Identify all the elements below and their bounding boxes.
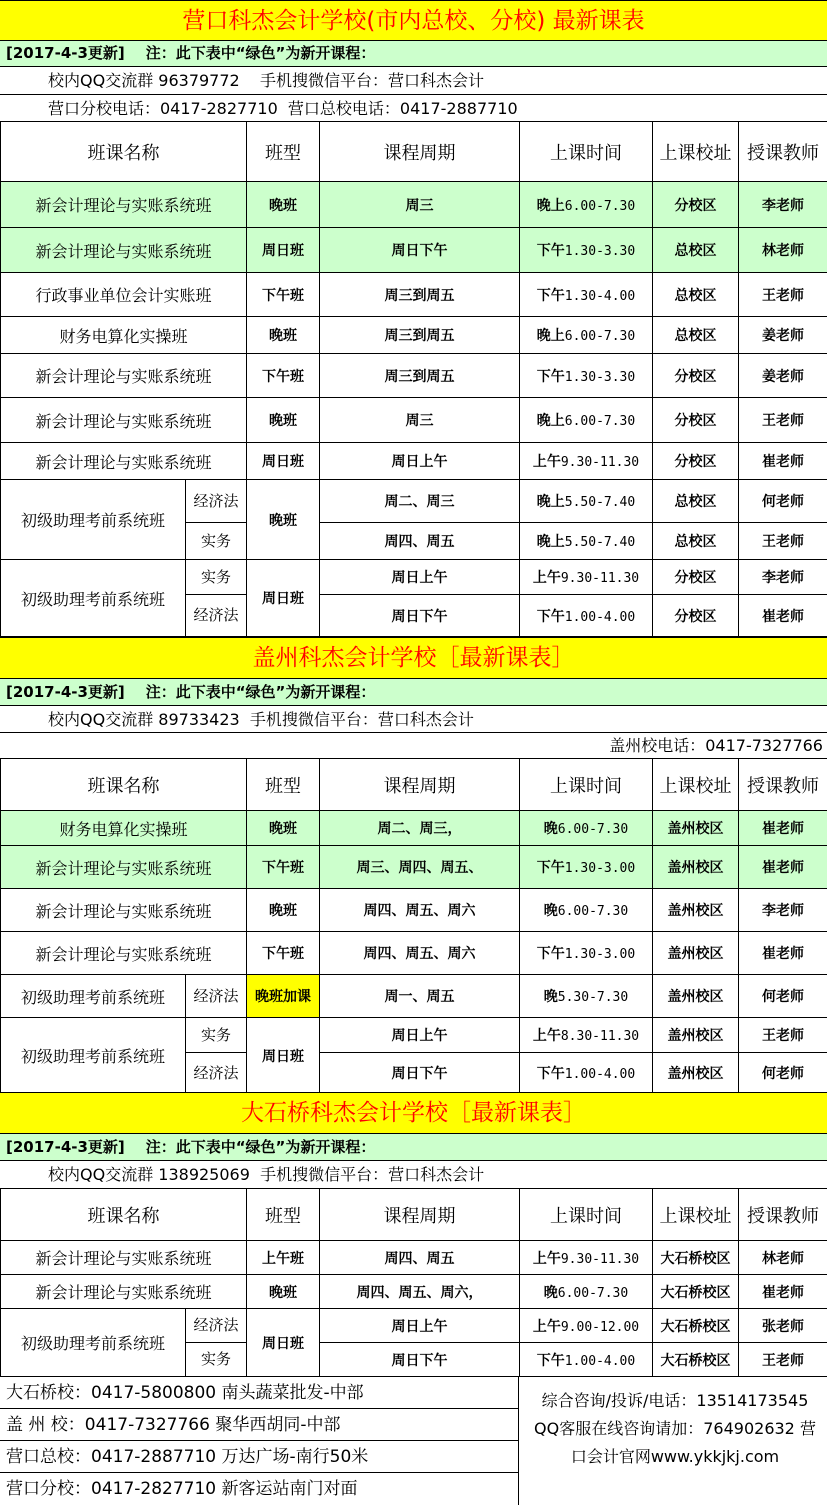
header-time: 上课时间 <box>520 759 653 811</box>
teacher-cell: 崔老师 <box>739 932 827 975</box>
period-cell: 周二、周三 <box>320 480 520 523</box>
green-note: 注：此下表中“绿色”为新开课程： <box>145 1138 376 1156</box>
class-type-cell: 晚班 <box>247 811 320 846</box>
class-type-cell: 晚班 <box>247 182 320 228</box>
period-cell: 周日下午 <box>320 1053 520 1094</box>
site-cell: 分校区 <box>653 560 739 595</box>
time-cell <box>520 595 653 637</box>
time-prefix: 上午 <box>532 1028 561 1044</box>
class-type-cell: 下午班 <box>247 273 320 317</box>
period-cell: 周日下午 <box>320 595 520 637</box>
site-cell: 大石桥校区 <box>653 1309 739 1343</box>
site-cell: 大石桥校区 <box>653 1241 739 1275</box>
site-cell: 分校区 <box>653 182 739 228</box>
subject-cell: 经济法 <box>186 595 247 637</box>
period-cell: 周日下午 <box>320 228 520 273</box>
subject-cell: 实务 <box>186 560 247 595</box>
table-row <box>1 1018 827 1053</box>
time-prefix: 晚上 <box>536 197 565 214</box>
time-prefix: 晚 <box>543 821 558 837</box>
site-cell: 盖州校区 <box>653 932 739 975</box>
time-cell <box>520 443 653 480</box>
course-name-cell: 新会计理论与实账系统班 <box>1 228 247 273</box>
class-type-cell: 下午班 <box>247 846 320 889</box>
time-cell <box>520 1275 653 1309</box>
site-cell: 分校区 <box>653 398 739 443</box>
period-cell: 周四、周五、周六， <box>320 1275 520 1309</box>
time-range: 5.50-7.40 <box>564 535 636 550</box>
period-cell: 周二、周三， <box>320 811 520 846</box>
time-prefix: 上午 <box>532 1250 561 1267</box>
header-row <box>1 122 827 182</box>
table-row <box>1 811 827 846</box>
time-range: 9.00-12.00 <box>560 1319 640 1335</box>
time-prefix: 下午 <box>536 287 565 304</box>
yingkou-note-bar <box>0 41 827 67</box>
table-row <box>1 273 827 317</box>
yingkou-qq-line: 校内QQ交流群 96379772 手机搜微信平台：营口科杰会计 <box>0 67 827 95</box>
header-period: 课程周期 <box>320 122 520 182</box>
site-cell: 大石桥校区 <box>653 1343 739 1377</box>
time-prefix: 晚 <box>543 903 558 919</box>
teacher-cell: 姜老师 <box>739 354 827 398</box>
time-range: 6.00-7.30 <box>564 414 636 429</box>
teacher-cell: 崔老师 <box>739 846 827 889</box>
period-cell: 周四、周五、周六 <box>320 889 520 932</box>
period-cell: 周三到周五 <box>320 273 520 317</box>
period-cell: 周日上午 <box>320 1309 520 1343</box>
time-range: 6.00-7.30 <box>557 822 629 837</box>
header-period: 课程周期 <box>320 759 520 811</box>
header-class-type: 班型 <box>247 759 320 811</box>
header-time: 上课时间 <box>520 122 653 182</box>
time-range: 1.00-4.00 <box>564 609 636 625</box>
teacher-cell: 李老师 <box>739 560 827 595</box>
time-range: 1.30-3.30 <box>564 369 636 385</box>
table-row <box>1 1275 827 1309</box>
teacher-cell: 崔老师 <box>739 1275 827 1309</box>
course-name-cell: 新会计理论与实账系统班 <box>1 182 247 228</box>
class-type-cell: 周日班 <box>247 228 320 273</box>
header-teacher: 授课教师 <box>739 759 827 811</box>
time-range: 9.30-11.30 <box>560 571 640 586</box>
header-class-type: 班型 <box>247 122 320 182</box>
time-cell <box>520 317 653 354</box>
site-cell: 盖州校区 <box>653 1053 739 1094</box>
time-range: 9.30-11.30 <box>560 455 640 470</box>
course-name-cell: 新会计理论与实账系统班 <box>1 1275 247 1309</box>
table-row <box>1 443 827 480</box>
time-prefix: 晚 <box>543 989 558 1005</box>
time-cell <box>520 182 653 228</box>
course-name-cell: 新会计理论与实账系统班 <box>1 443 247 480</box>
time-range: 1.30-3.00 <box>564 947 636 962</box>
time-cell <box>520 1309 653 1343</box>
site-cell: 分校区 <box>653 595 739 637</box>
time-cell <box>520 932 653 975</box>
time-cell <box>520 273 653 317</box>
time-cell <box>520 1241 653 1275</box>
period-cell: 周四、周五 <box>320 1241 520 1275</box>
class-type-cell: 晚班 <box>247 480 320 560</box>
period-cell: 周三、周四、周五、 <box>320 846 520 889</box>
course-name-cell: 初级助理考前系统班 <box>1 1309 186 1377</box>
table-row <box>1 1309 827 1343</box>
course-name-cell: 财务电算化实操班 <box>1 811 247 846</box>
table-row <box>1 354 827 398</box>
header-row <box>1 1189 827 1241</box>
time-cell <box>520 1053 653 1094</box>
period-cell: 周三 <box>320 182 520 228</box>
table-row <box>1 398 827 443</box>
teacher-cell: 林老师 <box>739 228 827 273</box>
period-cell: 周四、周五、周六 <box>320 932 520 975</box>
time-prefix: 下午 <box>536 608 565 625</box>
gaizhou-title: 盖州科杰会计学校［最新课表］ <box>0 637 827 679</box>
time-prefix: 晚上 <box>536 494 565 510</box>
period-cell: 周一、周五 <box>320 975 520 1018</box>
course-name-cell: 新会计理论与实账系统班 <box>1 932 247 975</box>
course-name-cell: 新会计理论与实账系统班 <box>1 398 247 443</box>
time-prefix: 上午 <box>532 570 561 586</box>
table-row <box>1 317 827 354</box>
course-name-cell: 新会计理论与实账系统班 <box>1 354 247 398</box>
course-name-cell: 初级助理考前系统班 <box>1 560 186 637</box>
subject-cell: 实务 <box>186 1343 247 1377</box>
footer <box>0 1376 827 1505</box>
yingkou-title: 营口科杰会计学校(市内总校、分校) 最新课表 <box>0 0 827 41</box>
gaizhou-schedule-table <box>0 758 827 1094</box>
teacher-cell: 何老师 <box>739 480 827 523</box>
address-yingkou-main: 营口总校：0417-2887710 万达广场-南行50米 <box>0 1441 518 1473</box>
period-cell: 周三到周五 <box>320 354 520 398</box>
address-yingkou-branch: 营口分校：0417-2827710 新客运站南门对面 <box>6 1479 358 1499</box>
time-prefix: 下午 <box>536 946 565 962</box>
time-prefix: 上午 <box>532 454 561 470</box>
subject-cell: 经济法 <box>186 480 247 523</box>
address-gaizhou: 盖 州 校：0417-7327766 聚华西胡同-中部 <box>0 1409 518 1441</box>
time-cell <box>520 523 653 560</box>
class-type-cell: 晚班 <box>247 398 320 443</box>
time-prefix: 晚上 <box>536 328 565 344</box>
teacher-cell: 王老师 <box>739 273 827 317</box>
green-note: 注：此下表中“绿色”为新开课程： <box>145 683 376 701</box>
teacher-cell: 何老师 <box>739 1053 827 1094</box>
time-cell <box>520 1343 653 1377</box>
teacher-cell: 王老师 <box>739 398 827 443</box>
header-site: 上课校址 <box>653 1189 739 1241</box>
time-prefix: 晚上 <box>536 534 565 550</box>
header-site: 上课校址 <box>653 122 739 182</box>
time-cell <box>520 480 653 523</box>
dashiqiao-schedule-table <box>0 1188 827 1377</box>
course-name-cell: 初级助理考前系统班 <box>1 975 186 1018</box>
class-type-cell: 上午班 <box>247 1241 320 1275</box>
time-cell <box>520 811 653 846</box>
table-row <box>1 975 827 1018</box>
time-range: 6.00-7.30 <box>564 198 636 214</box>
time-prefix: 下午 <box>536 1066 565 1082</box>
time-cell <box>520 889 653 932</box>
header-course-name: 班课名称 <box>1 122 247 182</box>
period-cell: 周日上午 <box>320 1018 520 1053</box>
teacher-cell: 王老师 <box>739 523 827 560</box>
time-range: 1.00-4.00 <box>564 1067 636 1082</box>
course-name-cell: 新会计理论与实账系统班 <box>1 1241 247 1275</box>
header-teacher: 授课教师 <box>739 1189 827 1241</box>
header-course-name: 班课名称 <box>1 759 247 811</box>
update-date: [2017-4-3更新] <box>6 1138 125 1156</box>
site-cell: 盖州校区 <box>653 846 739 889</box>
table-row <box>1 1241 827 1275</box>
time-range: 1.00-4.00 <box>564 1353 636 1369</box>
teacher-cell: 王老师 <box>739 1018 827 1053</box>
site-cell: 盖州校区 <box>653 889 739 932</box>
teacher-cell: 林老师 <box>739 1241 827 1275</box>
gaizhou-note-bar <box>0 679 827 706</box>
table-row <box>1 228 827 273</box>
teacher-cell: 何老师 <box>739 975 827 1018</box>
site-cell: 分校区 <box>653 354 739 398</box>
time-cell <box>520 975 653 1018</box>
header-site: 上课校址 <box>653 759 739 811</box>
class-type-cell: 下午班 <box>247 354 320 398</box>
site-cell: 总校区 <box>653 273 739 317</box>
time-range: 6.00-7.30 <box>557 904 629 919</box>
time-prefix: 晚 <box>543 1284 558 1301</box>
header-row <box>1 759 827 811</box>
time-prefix: 下午 <box>536 860 565 876</box>
time-range: 1.30-3.30 <box>564 244 636 259</box>
site-cell: 总校区 <box>653 317 739 354</box>
subject-cell: 经济法 <box>186 975 247 1018</box>
address-list <box>0 1377 519 1505</box>
period-cell: 周三到周五 <box>320 317 520 354</box>
class-type-cell: 周日班 <box>247 560 320 637</box>
site-cell: 总校区 <box>653 523 739 560</box>
dashiqiao-qq-line: 校内QQ交流群 138925069 手机搜微信平台：营口科杰会计 <box>0 1161 827 1189</box>
gaizhou-qq-line: 校内QQ交流群 89733423 手机搜微信平台：营口科杰会计 <box>0 706 827 733</box>
table-row <box>1 480 827 523</box>
period-cell: 周日上午 <box>320 443 520 480</box>
time-range: 1.30-4.00 <box>564 288 636 304</box>
course-name-cell: 初级助理考前系统班 <box>1 480 186 560</box>
teacher-cell: 姜老师 <box>739 317 827 354</box>
class-type-cell: 周日班 <box>247 1309 320 1377</box>
gaizhou-phone-line: 盖州校电话：0417-7327766 <box>0 733 827 759</box>
time-cell <box>520 228 653 273</box>
time-range: 6.00-7.30 <box>564 329 636 344</box>
update-date: [2017-4-3更新] <box>6 44 125 62</box>
site-cell: 盖州校区 <box>653 811 739 846</box>
table-row <box>1 846 827 889</box>
teacher-cell: 崔老师 <box>739 811 827 846</box>
time-range: 6.00-7.30 <box>557 1285 629 1301</box>
period-cell: 周日上午 <box>320 560 520 595</box>
dashiqiao-title: 大石桥科杰会计学校［最新课表］ <box>0 1092 827 1134</box>
time-prefix: 下午 <box>536 1352 565 1369</box>
header-period: 课程周期 <box>320 1189 520 1241</box>
table-row <box>1 182 827 228</box>
subject-cell: 经济法 <box>186 1309 247 1343</box>
class-type-cell: 周日班 <box>247 443 320 480</box>
site-cell: 总校区 <box>653 480 739 523</box>
site-cell: 分校区 <box>653 443 739 480</box>
time-cell <box>520 398 653 443</box>
teacher-cell: 李老师 <box>739 889 827 932</box>
site-cell: 总校区 <box>653 228 739 273</box>
class-type-cell: 下午班 <box>247 932 320 975</box>
header-class-type: 班型 <box>247 1189 320 1241</box>
address-dashiqiao: 大石桥校：0417-5800800 南头蔬菜批发-中部 <box>0 1377 518 1409</box>
teacher-cell: 崔老师 <box>739 595 827 637</box>
subject-cell: 实务 <box>186 523 247 560</box>
table-row <box>1 889 827 932</box>
course-name-cell: 财务电算化实操班 <box>1 317 247 354</box>
contact-info: 综合咨询/投诉/电话：13514173545 QQ客服在线咨询请加：764902632 营口会计官网www.ykkjkj.com <box>534 1391 816 1466</box>
teacher-cell: 崔老师 <box>739 443 827 480</box>
update-date: [2017-4-3更新] <box>6 683 125 701</box>
site-cell: 盖州校区 <box>653 975 739 1018</box>
time-cell <box>520 560 653 595</box>
site-cell: 大石桥校区 <box>653 1275 739 1309</box>
class-type-cell: 晚班 <box>247 1275 320 1309</box>
class-type-cell: 周日班 <box>247 1018 320 1094</box>
subject-cell: 实务 <box>186 1018 247 1053</box>
yingkou-schedule-table <box>0 121 827 637</box>
time-range: 9.30-11.30 <box>560 1251 640 1267</box>
time-range: 8.30-11.30 <box>560 1029 640 1044</box>
header-course-name: 班课名称 <box>1 1189 247 1241</box>
time-prefix: 下午 <box>536 368 565 385</box>
header-teacher: 授课教师 <box>739 122 827 182</box>
class-type-cell: 晚班 <box>247 317 320 354</box>
yingkou-phone-line: 营口分校电话：0417-2827710 营口总校电话：0417-2887710 <box>0 95 827 122</box>
time-range: 5.50-7.40 <box>564 495 636 510</box>
teacher-cell: 张老师 <box>739 1309 827 1343</box>
teacher-cell: 王老师 <box>739 1343 827 1377</box>
table-row <box>1 932 827 975</box>
time-cell <box>520 1018 653 1053</box>
dashiqiao-note-bar <box>0 1134 827 1161</box>
course-name-cell: 行政事业单位会计实账班 <box>1 273 247 317</box>
time-cell <box>520 354 653 398</box>
time-range: 1.30-3.00 <box>564 861 636 876</box>
course-name-cell: 新会计理论与实账系统班 <box>1 846 247 889</box>
period-cell: 周日下午 <box>320 1343 520 1377</box>
period-cell: 周三 <box>320 398 520 443</box>
time-prefix: 晚上 <box>536 413 565 429</box>
class-type-cell: 晚班 <box>247 889 320 932</box>
time-range: 5.30-7.30 <box>557 990 629 1005</box>
subject-cell: 经济法 <box>186 1053 247 1094</box>
header-time: 上课时间 <box>520 1189 653 1241</box>
table-row <box>1 560 827 595</box>
green-note: 注：此下表中“绿色”为新开课程： <box>145 44 376 62</box>
site-cell: 盖州校区 <box>653 1018 739 1053</box>
period-cell: 周四、周五 <box>320 523 520 560</box>
class-type-cell: 晚班加课 <box>247 975 320 1018</box>
course-name-cell: 新会计理论与实账系统班 <box>1 889 247 932</box>
time-prefix: 上午 <box>532 1318 561 1335</box>
course-name-cell: 初级助理考前系统班 <box>1 1018 186 1094</box>
time-cell <box>520 846 653 889</box>
time-prefix: 下午 <box>536 243 565 259</box>
teacher-cell: 李老师 <box>739 182 827 228</box>
